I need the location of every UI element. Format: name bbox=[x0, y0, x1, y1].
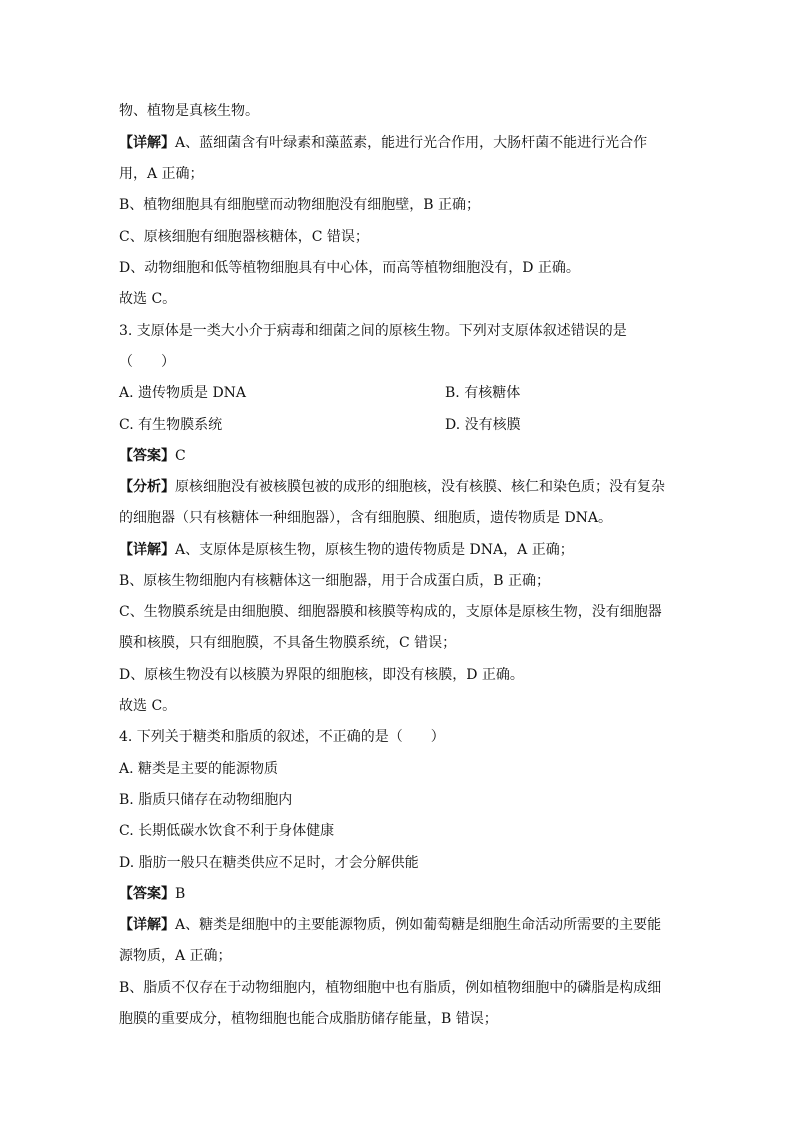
q3-analysis-line bbox=[119, 477, 665, 497]
q3-detail-line: 膜和核膜，只有细胞膜，不具备生物膜系统，C 错误； bbox=[119, 635, 457, 651]
q3-detail-line: D、原核生物没有以核膜为界限的细胞核，即没有核膜，D 正确。 bbox=[119, 667, 524, 683]
detail-prefix: A、 bbox=[175, 135, 200, 151]
q3-detail-line: C、生物膜系统是由细胞膜、细胞器膜和核膜等构成的，支原体是原核生物，没有细胞器 bbox=[119, 604, 662, 620]
detail-label: 【详解】 bbox=[119, 917, 175, 933]
answer-label: 【答案】 bbox=[119, 448, 175, 464]
q3-detail-line bbox=[119, 540, 574, 560]
q4-option-a: A. 糖类是主要的能源物质 bbox=[119, 761, 279, 777]
text-line: 物、植物是真核生物。 bbox=[119, 103, 259, 119]
detail-text: 蓝细菌含有叶绿素和藻蓝素，能进行光合作用，大肠杆菌不能进行光合作 bbox=[199, 135, 648, 151]
q4-answer bbox=[119, 884, 185, 904]
q3-option-b: B. 有核糖体 bbox=[445, 385, 521, 401]
answer-value: B bbox=[175, 886, 186, 902]
q4-detail-line: B、脂质不仅存在于动物细胞内，植物细胞中也有脂质，例如植物细胞中的磷脂是构成细 bbox=[119, 980, 662, 996]
conclusion-line: 故选 C。 bbox=[119, 291, 177, 307]
text-line: B、植物细胞具有细胞壁而动物细胞没有细胞壁，B 正确； bbox=[119, 197, 481, 213]
q4-detail-line: 胞膜的重要成分，植物细胞也能合成脂肪储存能量，B 错误； bbox=[119, 1011, 498, 1027]
q3-option-a: A. 遗传物质是 DNA bbox=[119, 385, 247, 401]
analysis-label: 【分析】 bbox=[119, 479, 175, 495]
detail-text: A、糖类是细胞中的主要能源物质，例如葡萄糖是细胞生命活动所需要的主要能 bbox=[175, 917, 662, 933]
answer-label: 【答案】 bbox=[119, 886, 175, 902]
detail-label: 【详解】 bbox=[119, 542, 175, 558]
text-line: C、原核细胞有细胞器核糖体，C 错误； bbox=[119, 229, 369, 245]
q4-option-c: C. 长期低碳水饮食不利于身体健康 bbox=[119, 823, 335, 839]
q3-analysis-line: 的细胞器（只有核糖体一种细胞器），含有细胞膜、细胞质，遗传物质是 DNA。 bbox=[119, 510, 613, 526]
q4-detail-line: 源物质，A 正确； bbox=[119, 948, 232, 964]
q3-option-c: C. 有生物膜系统 bbox=[119, 417, 223, 433]
detail-label: 【详解】 bbox=[119, 135, 175, 151]
q4-option-b: B. 脂质只储存在动物细胞内 bbox=[119, 792, 293, 808]
text-line: 用，A 正确； bbox=[119, 166, 204, 182]
text-line: D、动物细胞和低等植物细胞具有中心体，而高等植物细胞没有，D 正确。 bbox=[119, 260, 580, 276]
detail-text: A、支原体是原核生物，原核生物的遗传物质是 DNA，A 正确； bbox=[175, 542, 574, 558]
q3-detail-line: B、原核生物细胞内有核糖体这一细胞器，用于合成蛋白质，B 正确； bbox=[119, 573, 551, 589]
answer-value: C bbox=[175, 448, 186, 464]
analysis-text: 原核细胞没有被核膜包被的成形的细胞核，没有核膜、核仁和染色质；没有复杂 bbox=[175, 479, 665, 495]
q4-detail-line bbox=[119, 915, 661, 935]
detail-line bbox=[119, 133, 647, 153]
q3-option-d: D. 没有核膜 bbox=[445, 417, 521, 433]
question-3-stem: 3. 支原体是一类大小介于病毒和细菌之间的原核生物。下列对支原体叙述错误的是 bbox=[119, 323, 627, 339]
q4-option-d: D. 脂肪一般只在糖类供应不足时，才会分解供能 bbox=[119, 855, 419, 871]
question-3-blank: （ ） bbox=[119, 354, 175, 370]
q3-conclusion: 故选 C。 bbox=[119, 698, 177, 714]
question-4-stem: 4. 下列关于糖类和脂质的叙述，不正确的是（ ） bbox=[119, 729, 445, 745]
q3-answer bbox=[119, 446, 186, 466]
